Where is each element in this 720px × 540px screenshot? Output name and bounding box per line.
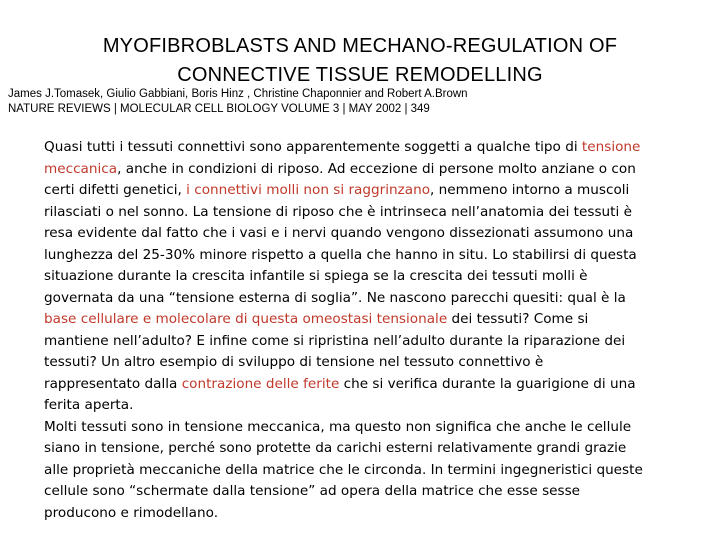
reference-block [8, 87, 468, 117]
body-text-segment: certi difetti genetici, [44, 182, 187, 198]
body-line [44, 417, 694, 439]
body-line [44, 331, 694, 353]
body-line [44, 503, 694, 525]
body-text-segment: , nemmeno intorno a muscoli [430, 182, 630, 198]
highlighted-phrase: contrazione delle ferite [181, 375, 340, 392]
body-line [44, 202, 694, 224]
body-line [44, 438, 694, 460]
body-line [44, 159, 694, 181]
body-line [44, 352, 694, 374]
body-line [44, 266, 694, 288]
body-text [44, 137, 694, 524]
body-text-segment: cellule sono “schermate dalla tensione” ad opera della matrice che esse sesse [44, 483, 581, 499]
body-line [44, 223, 694, 245]
body-line [44, 288, 694, 310]
body-line [44, 309, 694, 331]
body-text-segment: governata da una “tensione esterna di soglia”. Ne nascono parecchi quesiti: qual è la [44, 289, 626, 306]
body-line [44, 395, 694, 417]
body-text-segment: tessuti? Un altro esempio di sviluppo di tensione nel tessuto connettivo è [44, 354, 544, 370]
body-line [44, 180, 694, 202]
body-text-segment: rappresentato dalla [44, 375, 182, 392]
body-text-segment: Quasi tutti i tessuti connettivi sono apparentemente soggetti a qualche tipo di [44, 139, 582, 155]
body-text-segment: resa evidente dal fatto che i vasi e i nervi quando vengono dissezionati assumono una [44, 225, 634, 241]
body-text-segment: mantiene nell’adulto? E infine come si ripristina nell’adulto durante la riparazione dei [44, 332, 626, 349]
body-text-segment: Molti tessuti sono in tensione meccanica, ma questo non significa che anche le cellule [44, 418, 632, 435]
body-line [44, 460, 694, 482]
body-text-segment: siano in tensione, perché sono protette da carichi esterni relativamente grandi grazie [44, 440, 627, 456]
highlighted-phrase: meccanica [44, 160, 118, 177]
body-line [44, 481, 694, 503]
highlighted-phrase: base cellulare e molecolare di questa omeostasi tensionale [44, 311, 448, 327]
body-line [44, 245, 694, 267]
authors-line: James J.Tomasek, Giulio Gabbiani, Boris Hinz , Christine Chaponnier and Robert A.Brown [8, 88, 468, 100]
title-line-2: CONNECTIVE TISSUE REMODELLING [177, 64, 543, 86]
body-line [44, 374, 694, 396]
body-text-segment: alle proprietà meccaniche della matrice che le circonda. In termini ingegneristici queste [44, 461, 643, 478]
highlighted-phrase: i connettivi molli non si raggrinzano [186, 182, 431, 198]
body-text-segment: lunghezza del 25-30% minore rispetto a quella che hanno in situ. Lo stabilirsi di questa [44, 246, 637, 263]
citation-line: NATURE REVIEWS | MOLECULAR CELL BIOLOGY VOLUME 3 | MAY 2002 | 349 [8, 103, 430, 115]
body-text-segment: , anche in condizioni di riposo. Ad eccezione di persone molto anziane o con [117, 160, 636, 177]
body-line [44, 137, 694, 159]
body-text-segment: producono e rimodellano. [44, 504, 219, 521]
slide-title [0, 32, 720, 90]
title-line-1: MYOFIBROBLASTS AND MECHANO-REGULATION OF [102, 35, 618, 57]
body-text-segment: situazione durante la crescita infantile si spiega se la crescita dei tessuti molli è [44, 268, 588, 284]
highlighted-phrase: tensione [581, 139, 641, 155]
body-text-segment: rilasciati o nel sonno. La tensione di riposo che è intrinseca nell’anatomia dei tessuti è [44, 203, 632, 220]
body-text-segment: ferita aperta. [44, 397, 134, 413]
body-text-segment: dei tessuti? Come si [447, 311, 589, 327]
body-text-segment: che si verifica durante la guarigione di una [339, 375, 636, 392]
